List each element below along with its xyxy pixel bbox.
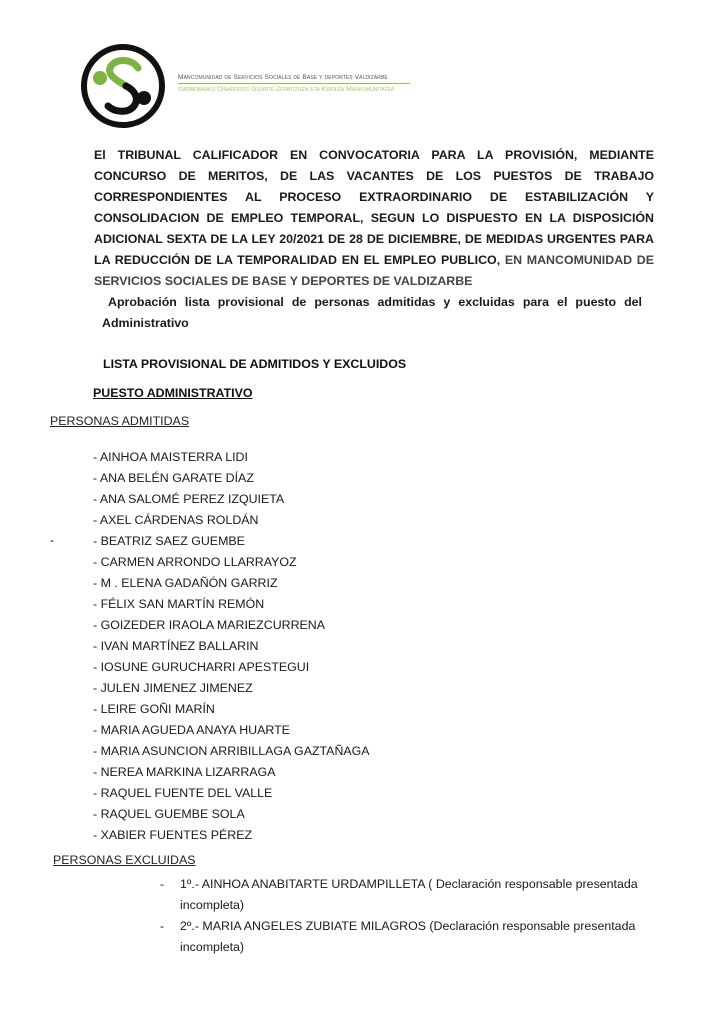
logo-line-spanish: Mancomunidad de Servicios Sociales de Base y deportes Valdizarbe bbox=[178, 74, 388, 81]
approval-line-2: Administrativo bbox=[102, 316, 189, 330]
excluded-person-text: 1º.- AINHOA ANABITARTE URDAMPILLETA ( Declaración responsable presentada incompleta) bbox=[180, 877, 638, 912]
admitted-heading: PERSONAS ADMITIDAS bbox=[50, 414, 190, 428]
approval-line-1: Aprobación lista provisional de personas admitidas y excluidas para el puesto del bbox=[108, 295, 642, 309]
admitted-person: - BEATRIZ SAEZ GUEMBE bbox=[93, 534, 245, 548]
list-title: LISTA PROVISIONAL DE ADMITIDOS Y EXCLUIDOS bbox=[103, 357, 407, 371]
admitted-person: - ANA BELÉN GARATE DÍAZ bbox=[93, 471, 254, 485]
admitted-person: - AINHOA MAISTERRA LIDI bbox=[93, 450, 248, 464]
list-bullet: - bbox=[160, 919, 165, 933]
admitted-person: - IVAN MARTÍNEZ BALLARIN bbox=[93, 639, 259, 653]
list-bullet: - bbox=[160, 877, 165, 891]
admitted-person: - RAQUEL GUEMBE SOLA bbox=[93, 807, 245, 821]
admitted-person: - XABIER FUENTES PÉREZ bbox=[93, 828, 253, 842]
organization-logo bbox=[80, 40, 168, 132]
admitted-person: - GOIZEDER IRAOLA MARIEZCURRENA bbox=[93, 618, 326, 632]
document-title bbox=[94, 145, 654, 292]
excluded-person bbox=[160, 874, 660, 916]
admitted-list bbox=[93, 447, 370, 846]
logo-line-basque: Izarbeibarko Oinarrizko Gizarte Zerbitzuen eta Kirolen Mankomunitatea bbox=[178, 86, 395, 93]
excluded-heading: PERSONAS EXCLUIDAS bbox=[53, 853, 196, 867]
logo-emblem-icon bbox=[80, 40, 168, 132]
logo-wordmark bbox=[178, 74, 418, 93]
admitted-person: - LEIRE GOÑI MARÍN bbox=[93, 702, 215, 716]
approval-statement bbox=[102, 292, 642, 334]
admitted-person: - JULEN JIMENEZ JIMENEZ bbox=[93, 681, 253, 695]
excluded-person-text: 2º.- MARIA ANGELES ZUBIATE MILAGROS (Declaración responsable presentada incompleta) bbox=[180, 919, 636, 954]
position-heading: PUESTO ADMINISTRATIVO bbox=[93, 386, 253, 400]
admitted-person: - IOSUNE GURUCHARRI APESTEGUI bbox=[93, 660, 310, 674]
stray-dash: - bbox=[50, 533, 55, 547]
admitted-person: - CARMEN ARRONDO LLARRAYOZ bbox=[93, 555, 297, 569]
admitted-person: - MARIA AGUEDA ANAYA HUARTE bbox=[93, 723, 290, 737]
admitted-person: - RAQUEL FUENTE DEL VALLE bbox=[93, 786, 273, 800]
excluded-person bbox=[160, 916, 660, 958]
logo-divider bbox=[178, 83, 410, 84]
admitted-person: - NEREA MARKINA LIZARRAGA bbox=[93, 765, 276, 779]
admitted-person: - ANA SALOMÉ PEREZ IZQUIETA bbox=[93, 492, 285, 506]
title-main: El TRIBUNAL CALIFICADOR EN CONVOCATORIA PARA LA PROVISIÓN, MEDIANTE CONCURSO DE MERITOS, DE LAS VACANTES DE LOS PUESTOS DE TRABAJO CORRESPONDIENTES AL PROCESO EXTRAORDINARIO DE ESTABILIZACIÓN Y CONSOLIDACION DE EMPLEO TEMPORAL, SEGUN LO DISPUESTO EN LA DISPOSICIÓN ADICIONAL SEXTA DE LA LEY 20/2021 DE 28 DE DICIEMBRE, DE MEDIDAS URGENTES PARA LA REDUCCIÓN DE LA TEMPORALIDAD EN EL EMPLEO PUBLICO, bbox=[94, 148, 654, 267]
admitted-person: - M . ELENA GADAÑÓN GARRIZ bbox=[93, 576, 278, 590]
excluded-list bbox=[160, 874, 660, 958]
admitted-person: - MARIA ASUNCION ARRIBILLAGA GAZTAÑAGA bbox=[93, 744, 370, 758]
title-entity: EN MANCOMUNIDAD DE SERVICIOS SOCIALES DE BASE Y DEPORTES DE VALDIZARBE bbox=[94, 253, 655, 288]
admitted-person: - AXEL CÁRDENAS ROLDÁN bbox=[93, 513, 259, 527]
admitted-person: - FÉLIX SAN MARTÍN REMÓN bbox=[93, 597, 265, 611]
